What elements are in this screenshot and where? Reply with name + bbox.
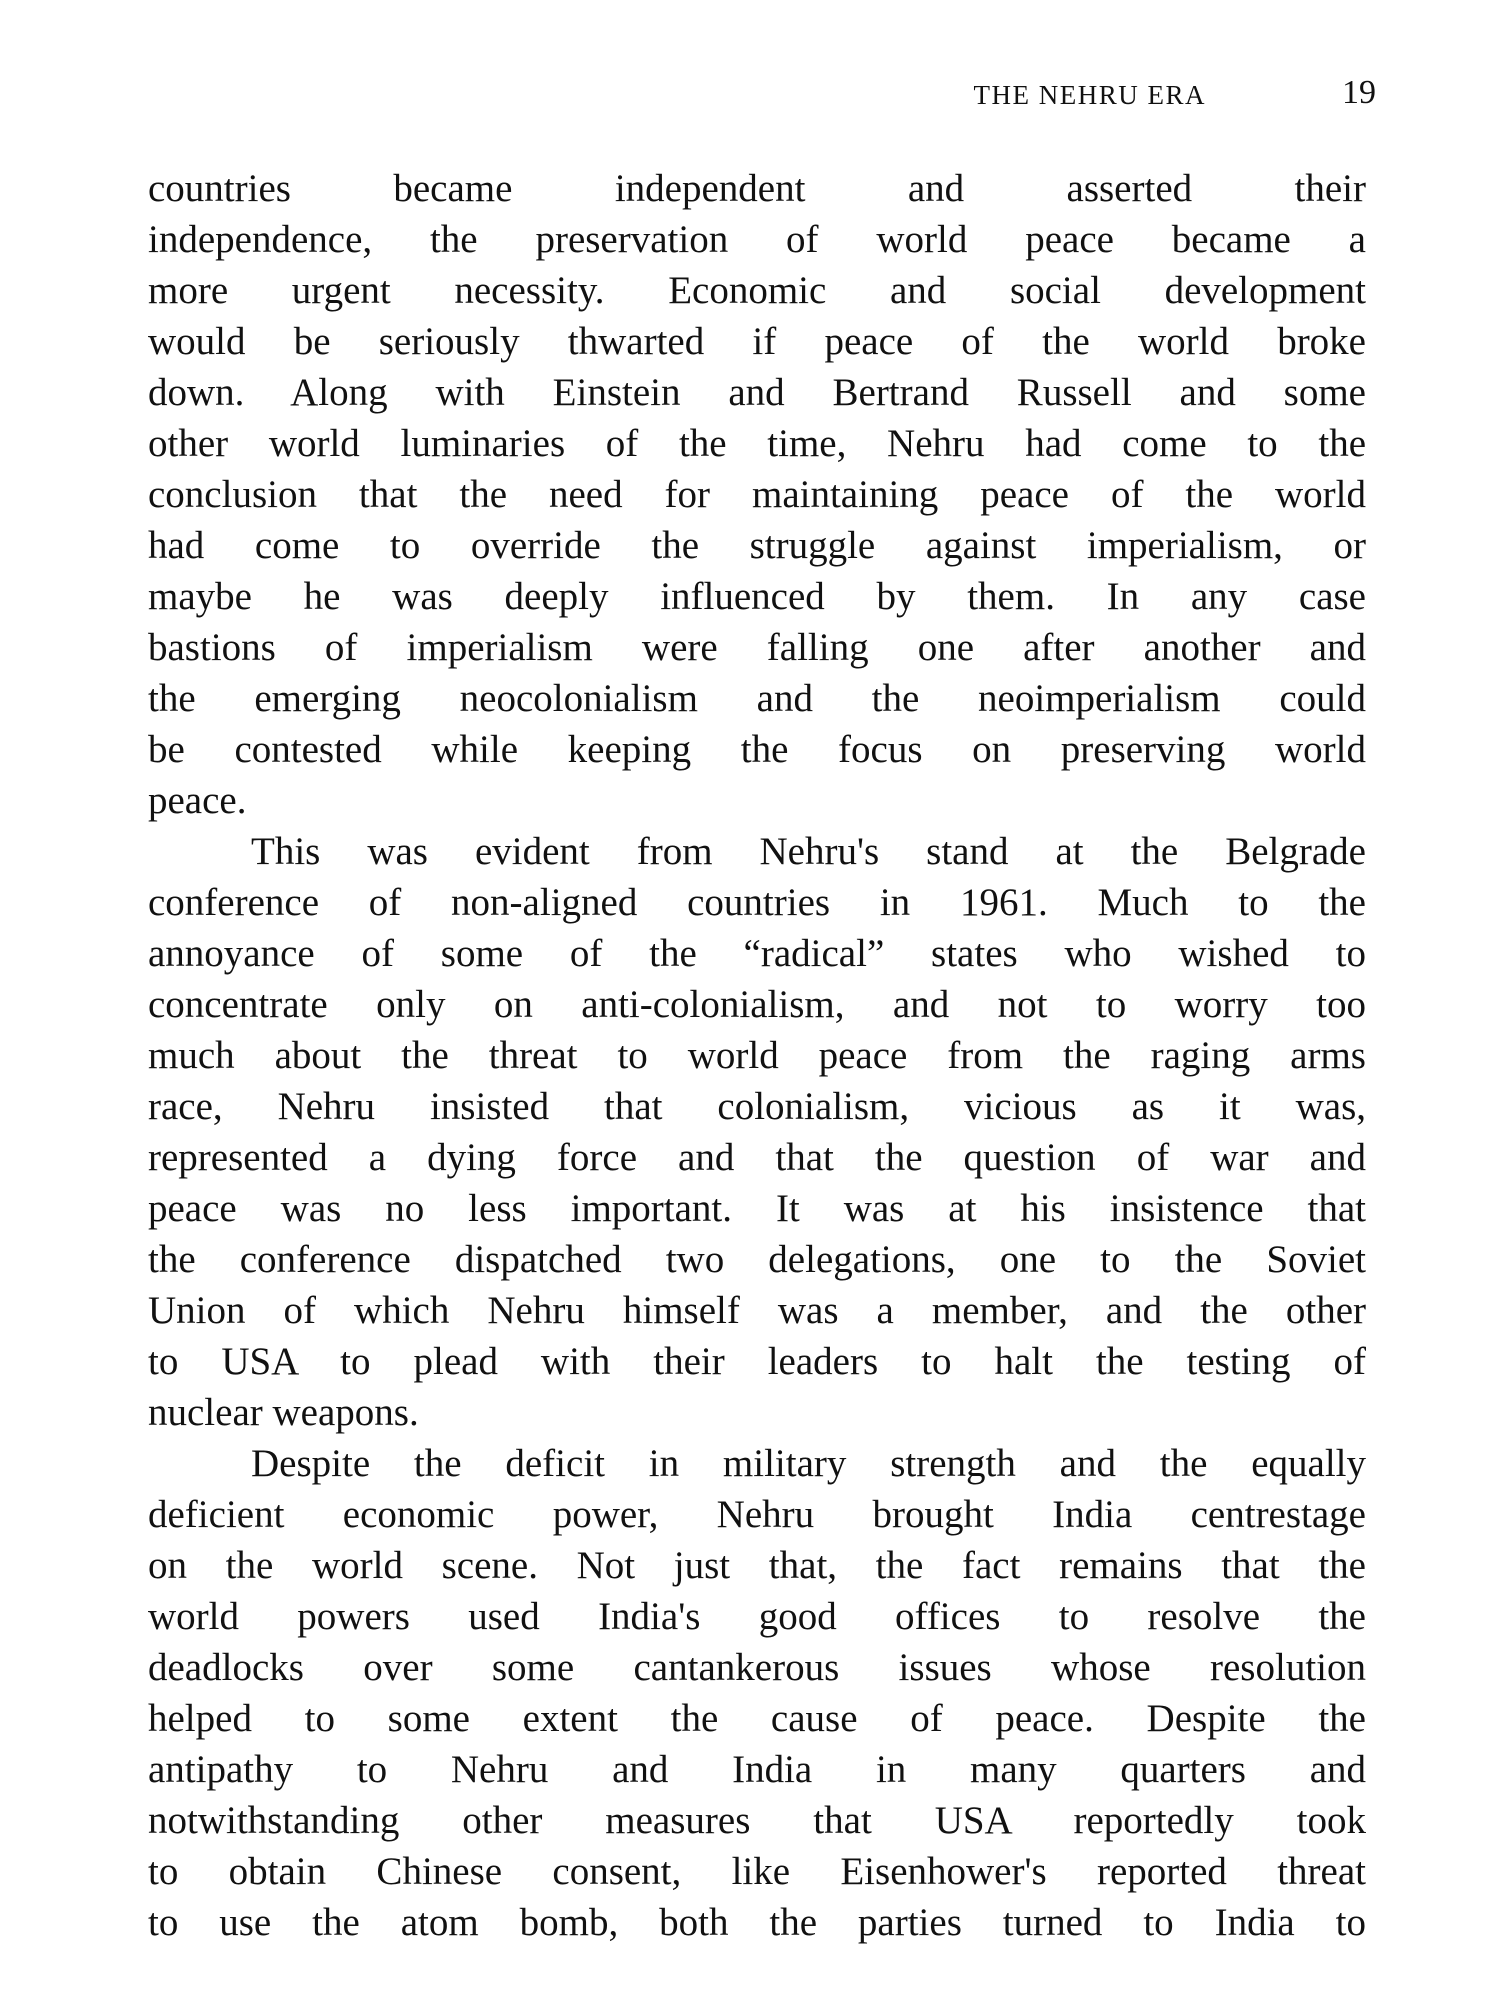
text-line: had come to override the struggle against imperialism, or xyxy=(148,524,1366,567)
paragraph-first-line: This was evident from Nehru's stand at the Belgrade xyxy=(251,830,1366,873)
text-line: helped to some extent the cause of peace. Despite the xyxy=(148,1697,1366,1740)
running-title: THE NEHRU ERA xyxy=(973,80,1206,110)
text-line: antipathy to Nehru and India in many quarters and xyxy=(148,1748,1366,1791)
text-line: annoyance of some of the “radical” states who wished to xyxy=(148,932,1366,975)
text-line: the conference dispatched two delegations, one to the Soviet xyxy=(148,1238,1366,1281)
text-line: notwithstanding other measures that USA reportedly took xyxy=(148,1799,1366,1842)
text-line: on the world scene. Not just that, the fact remains that the xyxy=(148,1544,1366,1587)
text-line: maybe he was deeply influenced by them. In any case xyxy=(148,575,1366,618)
text-line: represented a dying force and that the question of war and xyxy=(148,1136,1366,1179)
body-text xyxy=(148,163,1366,1948)
text-line: more urgent necessity. Economic and social development xyxy=(148,269,1366,312)
text-line: Union of which Nehru himself was a member, and the other xyxy=(148,1289,1366,1332)
text-line: bastions of imperialism were falling one after another and xyxy=(148,626,1366,669)
text-line: conference of non-aligned countries in 1961. Much to the xyxy=(148,881,1366,924)
page-number: 19 xyxy=(1342,74,1376,111)
text-line: down. Along with Einstein and Bertrand Russell and some xyxy=(148,371,1366,414)
text-line: other world luminaries of the time, Nehru had come to the xyxy=(148,422,1366,465)
text-line: conclusion that the need for maintaining peace of the world xyxy=(148,473,1366,516)
text-line: be contested while keeping the focus on preserving world xyxy=(148,728,1366,771)
text-line: concentrate only on anti-colonialism, and not to worry too xyxy=(148,983,1366,1026)
text-line: to obtain Chinese consent, like Eisenhower's reported threat xyxy=(148,1850,1366,1893)
text-line: much about the threat to world peace from the raging arms xyxy=(148,1034,1366,1077)
text-line: peace. xyxy=(148,779,247,822)
text-line: nuclear weapons. xyxy=(148,1391,419,1434)
text-line: to USA to plead with their leaders to halt the testing of xyxy=(148,1340,1366,1383)
paragraph-first-line: Despite the deficit in military strength and the equally xyxy=(251,1442,1366,1485)
text-line: countries became independent and asserted their xyxy=(148,167,1366,210)
text-line: deadlocks over some cantankerous issues whose resolution xyxy=(148,1646,1366,1689)
text-line: race, Nehru insisted that colonialism, vicious as it was, xyxy=(148,1085,1366,1128)
text-line: would be seriously thwarted if peace of the world broke xyxy=(148,320,1366,363)
text-line: peace was no less important. It was at his insistence that xyxy=(148,1187,1366,1230)
text-line: deficient economic power, Nehru brought India centrestage xyxy=(148,1493,1366,1536)
text-line: the emerging neocolonialism and the neoimperialism could xyxy=(148,677,1366,720)
text-line: to use the atom bomb, both the parties turned to India to xyxy=(148,1901,1366,1944)
text-line: independence, the preservation of world peace became a xyxy=(148,218,1366,261)
text-line: world powers used India's good offices to resolve the xyxy=(148,1595,1366,1638)
running-head xyxy=(148,74,1376,114)
